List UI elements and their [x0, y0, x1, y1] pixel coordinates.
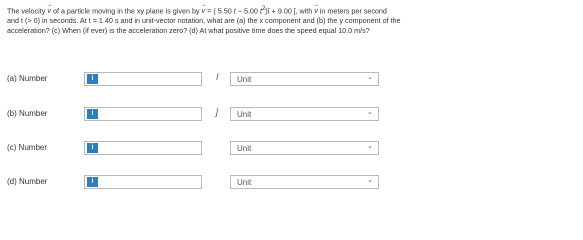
answer-row-d	[7, 175, 583, 189]
part-label: (c) Number	[7, 143, 48, 152]
info-icon[interactable]: i	[87, 74, 98, 84]
number-input[interactable]	[105, 108, 201, 120]
chevron-down-icon: ⌄	[367, 177, 373, 184]
problem-line-2: and t (> 0) in seconds. At t = 1.40 s and in unit-vector notation, what are (a) the x component and (b) the y component of the	[7, 16, 401, 26]
velocity-vector-symbol: → v	[314, 6, 318, 16]
problem-line-1: The velocity → v of a particle moving in the xy plane is given by → v = ( 5.50 t − 5.00 $t^2)î + 9.00$ ĵ, with → v in meters per second	[7, 4, 579, 16]
chevron-down-icon: ⌄	[367, 143, 373, 150]
velocity-vector-symbol: → v	[202, 6, 206, 16]
number-field[interactable]	[84, 107, 202, 121]
part-label: (a) Number	[7, 74, 48, 83]
number-input[interactable]	[105, 73, 201, 85]
answer-row-c	[7, 141, 583, 155]
chevron-down-icon: ⌄	[367, 74, 373, 81]
unit-select-label: Unit	[237, 144, 252, 153]
unit-select-label: Unit	[237, 75, 252, 84]
problem-line-3: acceleration? (c) When (if ever) is the acceleration zero? (d) At what positive time does the speed equal 10.0 m/s?	[7, 26, 370, 36]
unit-select[interactable]	[230, 175, 379, 189]
answer-row-a	[7, 72, 583, 86]
info-icon[interactable]: i	[87, 143, 98, 153]
unit-vector-i-symbol: î	[216, 72, 219, 82]
number-field[interactable]	[84, 175, 202, 189]
answer-row-b	[7, 107, 583, 121]
unit-select-label: Unit	[237, 110, 252, 119]
unit-select-label: Unit	[237, 178, 252, 187]
part-label: (d) Number	[7, 177, 48, 186]
unit-select[interactable]	[230, 72, 379, 86]
number-input[interactable]	[105, 142, 201, 154]
number-field[interactable]	[84, 72, 202, 86]
unit-vector-j-symbol: ĵ	[216, 107, 218, 117]
info-icon[interactable]: i	[87, 177, 98, 187]
problem-statement	[7, 4, 579, 36]
number-field[interactable]	[84, 141, 202, 155]
unit-select[interactable]	[230, 141, 379, 155]
velocity-vector-symbol: → v	[47, 6, 51, 16]
unit-select[interactable]	[230, 107, 379, 121]
part-label: (b) Number	[7, 109, 48, 118]
number-input[interactable]	[105, 176, 201, 188]
chevron-down-icon: ⌄	[367, 109, 373, 116]
info-icon[interactable]: i	[87, 109, 98, 119]
